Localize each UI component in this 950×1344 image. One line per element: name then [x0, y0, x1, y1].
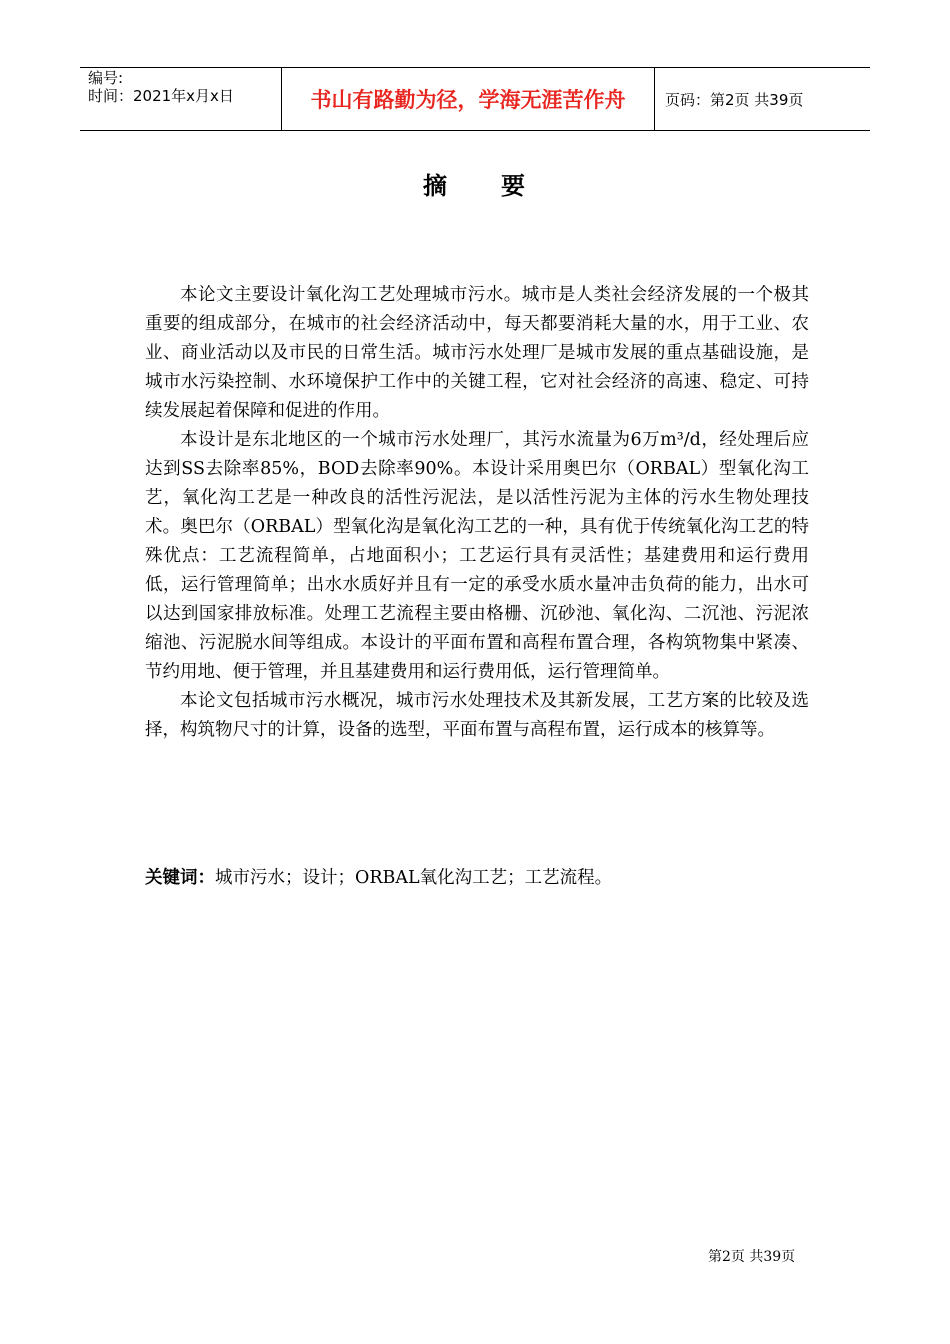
page-footer: 第2页 共39页 — [708, 1249, 796, 1265]
header-meta — [80, 68, 282, 130]
document-number-label: 编号: — [88, 69, 124, 87]
document-time: 时间：2021年x月x日 — [88, 87, 234, 105]
abstract-body — [145, 281, 809, 745]
abstract-paragraph: 本论文主要设计氧化沟工艺处理城市污水。城市是人类社会经济发展的一个极其重要的组成部分，在城市的社会经济活动中，每天都要消耗大量的水，用于工业、农业、商业活动以及市民的日常生活。城市污水处理厂是城市发展的重点基础设施，是城市水污染控制、水环境保护工作中的关键工程，它对社会经济的高速、稳定、可持续发展起着保障和促进的作用。 — [145, 285, 809, 421]
header-page-info: 页码：第2页 共39页 — [665, 90, 804, 109]
abstract-paragraph: 本论文包括城市污水概况，城市污水处理技术及其新发展，工艺方案的比较及选择，构筑物尺寸的计算，设备的选型，平面布置与高程布置，运行成本的核算等。 — [145, 691, 809, 740]
page-header — [80, 67, 870, 131]
header-motto: 书山有路勤为径，学海无涯苦作舟 — [282, 68, 655, 130]
keywords-label: 关键词： — [145, 868, 215, 888]
abstract-title: 摘 要 — [423, 172, 527, 200]
keywords-text: 城市污水；设计；ORBAL氧化沟工艺；工艺流程。 — [215, 868, 613, 888]
abstract-paragraph: 本设计是东北地区的一个城市污水处理厂，其污水流量为6万m³/d，经处理后应达到SS去除率85%，BOD去除率90%。本设计采用奥巴尔（ORBAL）型氧化沟工艺，氧化沟工艺是一种改良的活性污泥法，是以活性污泥为主体的污水生物处理技术。奥巴尔（ORBAL）型氧化沟是氧化沟工艺的一种，具有优于传统氧化沟工艺的特殊优点：工艺流程简单，占地面积小；工艺运行具有灵活性；基建费用和运行费用低，运行管理简单；出水水质好并且有一定的承受水质水量冲击负荷的能力，出水可以达到国家排放标准。处理工艺流程主要由格栅、沉砂池、氧化沟、二沉池、污泥浓缩池、污泥脱水间等组成。本设计的平面布置和高程布置合理，各构筑物集中紧凑、节约用地、便于管理，并且基建费用和运行费用低，运行管理简单。 — [145, 430, 809, 682]
keywords-line — [145, 864, 809, 893]
